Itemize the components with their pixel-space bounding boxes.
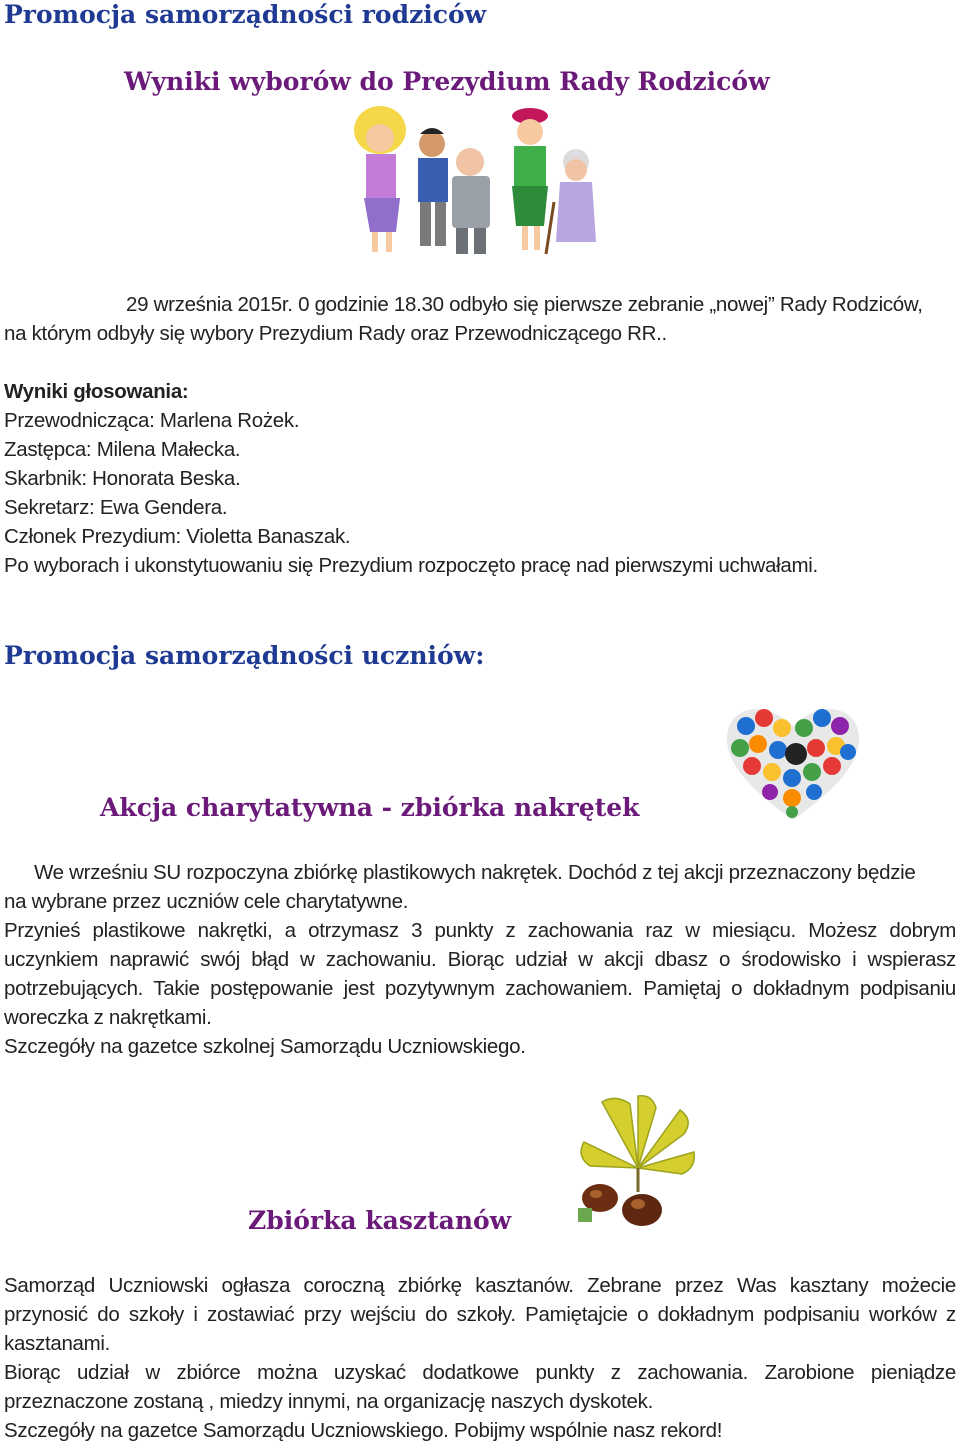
parents-section-title: Promocja samorządności rodziców — [4, 0, 487, 29]
results-item-member: Członek Prezydium: Violetta Banaszak. — [4, 525, 351, 548]
parents-cartoon-illustration — [340, 102, 616, 262]
results-item-secretary: Sekretarz: Ewa Gendera. — [4, 496, 228, 519]
results-heading: Wyniki głosowania: — [4, 380, 189, 403]
caps-paragraph-1-line-1: We wrześniu SU rozpoczyna zbiórkę plastikowych nakrętek. Dochód z tej akcji przeznaczony będzie — [34, 861, 916, 884]
results-item-deputy: Zastępca: Milena Małecka. — [4, 438, 241, 461]
bottle-caps-heart-illustration — [722, 700, 864, 824]
chestnut-paragraph-3: Szczegóły na gazetce Samorządu Uczniowskiego. Pobijmy wspólnie nasz rekord! — [4, 1419, 723, 1442]
parents-intro-line-1: 29 września 2015r. 0 godzinie 18.30 odbyło się pierwsze zebranie „nowej” Rady Rodziców, — [126, 293, 923, 316]
parents-subtitle: Wyniki wyborów do Prezydium Rady Rodziców — [124, 67, 770, 96]
chestnut-leaf-illustration — [572, 1092, 704, 1234]
results-closing-note: Po wyborach i ukonstytuowaniu się Prezydium rozpoczęto pracę nad pierwszymi uchwałami. — [4, 554, 818, 577]
results-item-chairwoman: Przewodnicząca: Marlena Rożek. — [4, 409, 300, 432]
students-section-title: Promocja samorządności uczniów: — [4, 641, 485, 670]
caps-paragraph-3: Szczegóły na gazetce szkolnej Samorządu Uczniowskiego. — [4, 1035, 526, 1058]
caps-paragraph-1-line-2: na wybrane przez uczniów cele charytatywne. — [4, 890, 409, 913]
caps-collection-title: Akcja charytatywna - zbiórka nakrętek — [100, 793, 640, 822]
chestnut-paragraph-2: Biorąc udział w zbiórce można uzyskać dodatkowe punkty z zachowania. Zarobione pieniądze przeznaczone zostaną , miedzy innymi, na organizację naszych dyskotek. — [4, 1361, 956, 1413]
chestnut-paragraph-1: Samorząd Uczniowski ogłasza coroczną zbiórkę kasztanów. Zebrane przez Was kasztany możecie przynosić do szkoły i zostawiać przy wejściu do szkoły. Pamiętajcie o dokładnym podpisaniu worków z kasztanami. — [4, 1274, 956, 1355]
chestnut-collection-title: Zbiórka kasztanów — [248, 1206, 512, 1235]
results-item-treasurer: Skarbnik: Honorata Beska. — [4, 467, 241, 490]
parents-intro-line-2: na którym odbyły się wybory Prezydium Rady oraz Przewodniczącego RR.. — [4, 322, 667, 345]
caps-paragraph-2: Przynieś plastikowe nakrętki, a otrzymasz 3 punkty z zachowania raz w miesiącu. Możesz dobrym uczynkiem naprawić swój błąd w zachowaniu. Biorąc udział w akcji dbasz o środowisko i wspierasz potrzebujących. Takie postępowanie jest pozytywnym zachowaniem. Pamiętaj o dokładnym podpisaniu woreczka z nakrętkami. — [4, 919, 956, 1029]
